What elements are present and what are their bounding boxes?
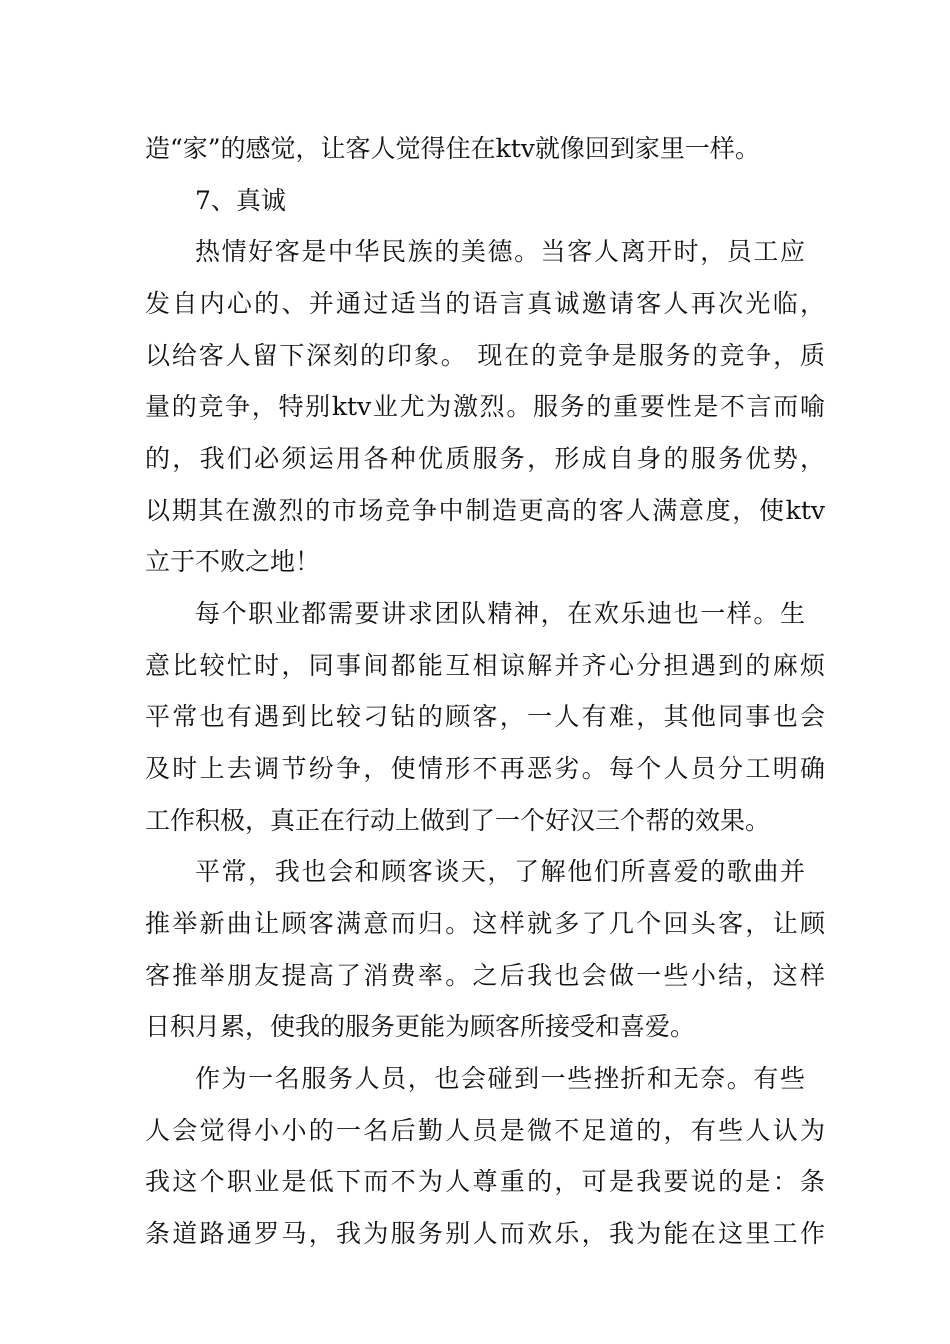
text-line: 量的竞争，特别ktv业尤为激烈。服务的重要性是不言而喻	[145, 392, 825, 421]
text-line: 日积月累，使我的服务更能为顾客所接受和喜爱。	[145, 1012, 696, 1041]
text-line: 以期其在激烈的市场竞争中制造更高的客人满意度，使ktv	[145, 496, 825, 525]
text-line: 客推举朋友提高了消费率。之后我也会做一些小结，这样	[145, 961, 825, 990]
text-line: 平常也有遇到比较刁钻的顾客，一人有难，其他同事也会	[145, 702, 825, 731]
text-line: 造“家”的感觉，让客人觉得住在ktv就像回到家里一样。	[145, 134, 760, 163]
text-line: 的，我们必须运用各种优质服务，形成自身的服务优势，	[145, 444, 825, 473]
text-line: 意比较忙时，同事间都能互相谅解并齐心分担遇到的麻烦	[145, 651, 825, 680]
text-line: 每个职业都需要讲求团队精神，在欢乐迪也一样。生	[195, 599, 805, 628]
text-line: 推举新曲让顾客满意而归。这样就多了几个回头客，让顾	[145, 909, 825, 938]
text-line: 作为一名服务人员，也会碰到一些挫折和无奈。有些	[195, 1064, 805, 1093]
text-line: 人会觉得小小的一名后勤人员是微不足道的，有些人认为	[145, 1116, 825, 1145]
text-line: 发自内心的、并通过适当的语言真诚邀请客人再次光临，	[145, 289, 825, 318]
text-line: 工作积极，真正在行动上做到了一个好汉三个帮的效果。	[145, 806, 771, 835]
text-line: 平常，我也会和顾客谈天，了解他们所喜爱的歌曲并	[195, 857, 805, 886]
text-line: 条道路通罗马，我为服务别人而欢乐，我为能在这里工作	[145, 1219, 825, 1248]
text-line: 及时上去调节纷争，使情形不再恶劣。每个人员分工明确	[145, 754, 825, 783]
text-line: 立于不败之地！	[145, 547, 321, 576]
text-line: 热情好客是中华民族的美德。当客人离开时，员工应	[195, 237, 805, 266]
text-line: 以给客人留下深刻的印象。 现在的竞争是服务的竞争，质	[145, 341, 825, 370]
section-heading: 7、真诚	[195, 186, 286, 215]
text-line: 我这个职业是低下而不为人尊重的，可是我要说的是：条	[145, 1167, 825, 1196]
